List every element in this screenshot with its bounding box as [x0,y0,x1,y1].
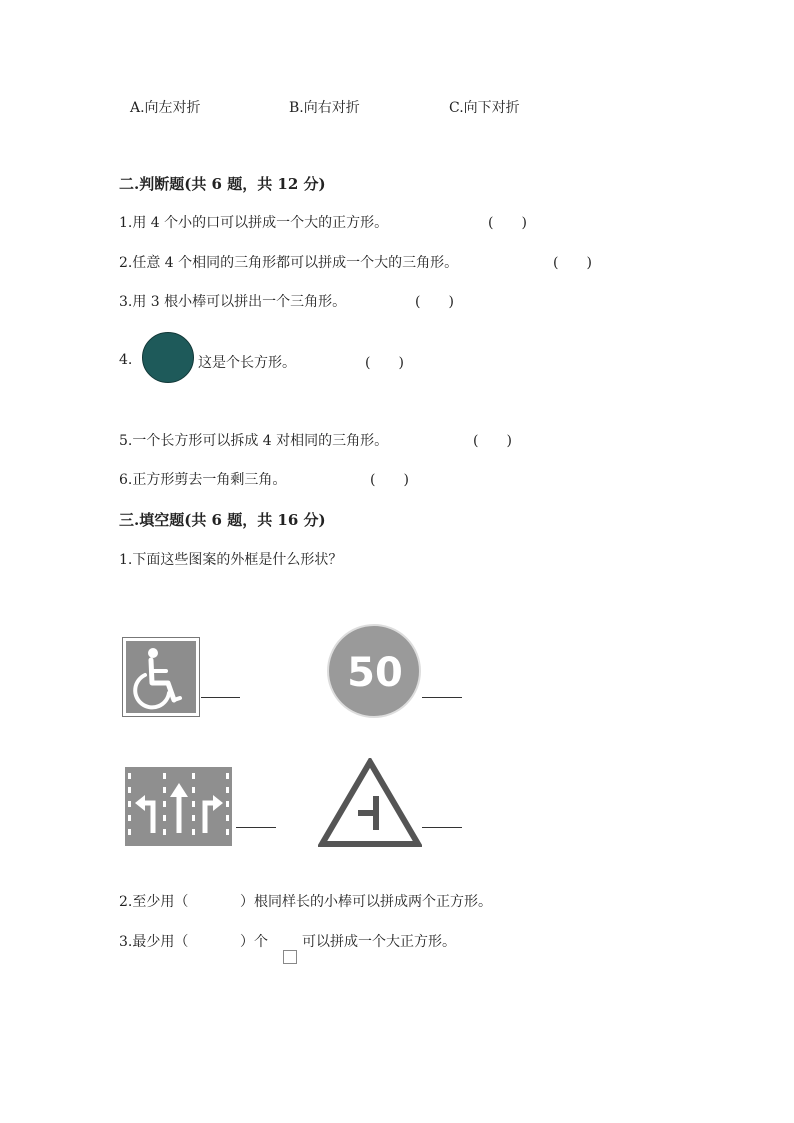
blank-sign-4[interactable] [422,827,462,828]
fill-item-2-after: ）根同样长的小棒可以拼成两个正方形。 [240,894,492,910]
option-a: A.向左对折 [130,100,201,116]
judge-item-4: 这是个长方形。 [198,355,296,371]
fill-item-1: 1.下面这些图案的外框是什么形状？ [119,552,343,568]
judge-item-3-answer[interactable]: ( ) [415,294,454,310]
judge-item-3: 3.用 3 根小棒可以拼出一个三角形。 [119,294,347,310]
judge-item-1-answer[interactable]: ( ) [488,215,527,231]
judge-item-1: 1.用 4 个小的口可以拼成一个大的正方形。 [119,215,389,231]
blank-sign-2[interactable] [422,697,462,698]
dark-circle-shape [141,331,195,384]
speed-limit-icon [326,623,422,719]
fill-item-2-before: 2.至少用（ [119,894,189,910]
judge-item-5: 5.一个长方形可以拆成 4 对相同的三角形。 [119,433,389,449]
small-square-icon [283,950,297,964]
speed-limit-number: 50 [347,650,403,696]
section3-title: 三.填空题(共 6 题，共 16 分) [119,511,326,529]
fill-item-3-after: 可以拼成一个大正方形。 [302,934,456,950]
t-junction-icon [318,758,422,848]
option-c: C.向下对折 [449,100,520,116]
judge-item-4-number: 4. [119,352,133,368]
section2-title: 二.判断题(共 6 题，共 12 分) [119,175,326,193]
judge-item-2: 2.任意 4 个相同的三角形都可以拼成一个大的三角形。 [119,255,459,271]
lane-arrows-icon [125,767,232,846]
blank-sign-1[interactable] [201,697,240,698]
blank-sign-3[interactable] [236,827,276,828]
judge-item-6: 6.正方形剪去一角剩三角。 [119,472,287,488]
wheelchair-icon [122,637,200,717]
fill-item-3-middle: ）个 [240,934,268,950]
judge-item-6-answer[interactable]: ( ) [370,472,409,488]
judge-item-2-answer[interactable]: ( ) [553,255,592,271]
fill-item-3-before: 3.最少用（ [119,934,189,950]
judge-item-5-answer[interactable]: ( ) [473,433,512,449]
judge-item-4-answer[interactable]: ( ) [365,355,404,371]
option-b: B.向右对折 [289,100,360,116]
